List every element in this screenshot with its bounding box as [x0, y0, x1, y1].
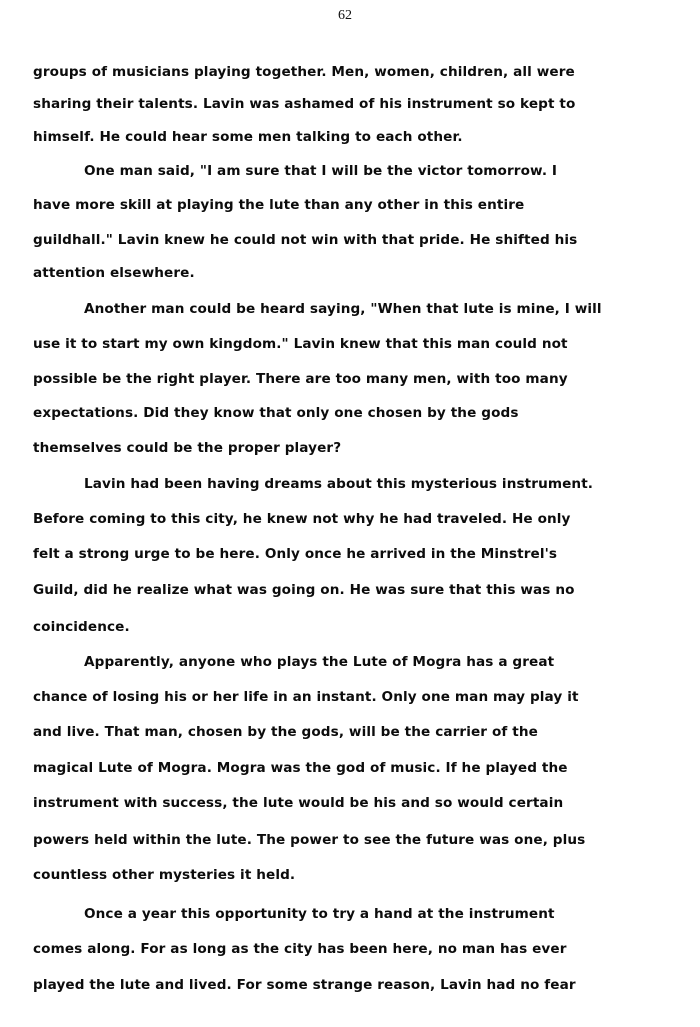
text-line: Once a year this opportunity to try a hand at the instrument	[84, 906, 555, 922]
text-line: Another man could be heard saying, "When that lute is mine, I will	[84, 301, 602, 317]
text-line: Guild, did he realize what was going on. He was sure that this was no	[33, 582, 575, 598]
text-line: One man said, "I am sure that I will be the victor tomorrow. I	[84, 163, 558, 179]
text-line: guildhall." Lavin knew he could not win with that pride. He shifted his	[33, 232, 578, 248]
text-line: use it to start my own kingdom." Lavin knew that this man could not	[33, 336, 568, 352]
text-line: powers held within the lute. The power to see the future was one, plus	[33, 832, 586, 848]
text-line: felt a strong urge to be here. Only once he arrived in the Minstrel's	[33, 546, 558, 562]
text-line: attention elsewhere.	[33, 265, 195, 281]
text-line: Apparently, anyone who plays the Lute of Mogra has a great	[84, 654, 555, 670]
text-line: have more skill at playing the lute than any other in this entire	[33, 197, 525, 213]
page-number: 62	[338, 8, 352, 23]
text-line: played the lute and lived. For some strange reason, Lavin had no fear	[33, 977, 576, 993]
text-line: chance of losing his or her life in an instant. Only one man may play it	[33, 689, 579, 705]
text-line: himself. He could hear some men talking to each other.	[33, 129, 463, 145]
text-line: Lavin had been having dreams about this mysterious instrument.	[84, 476, 594, 492]
text-line: coincidence.	[33, 619, 130, 635]
text-line: possible be the right player. There are too many men, with too many	[33, 371, 568, 387]
text-line: sharing their talents. Lavin was ashamed of his instrument so kept to	[33, 96, 576, 112]
text-line: expectations. Did they know that only one chosen by the gods	[33, 405, 519, 421]
text-line: magical Lute of Mogra. Mogra was the god of music. If he played the	[33, 760, 568, 776]
text-line: themselves could be the proper player?	[33, 440, 342, 456]
text-line: comes along. For as long as the city has been here, no man has ever	[33, 941, 567, 957]
text-line: Before coming to this city, he knew not why he had traveled. He only	[33, 511, 571, 527]
text-line: countless other mysteries it held.	[33, 867, 296, 883]
text-line: groups of musicians playing together. Men, women, children, all were	[33, 64, 575, 80]
text-line: and live. That man, chosen by the gods, will be the carrier of the	[33, 724, 538, 740]
text-line: instrument with success, the lute would be his and so would certain	[33, 795, 564, 811]
